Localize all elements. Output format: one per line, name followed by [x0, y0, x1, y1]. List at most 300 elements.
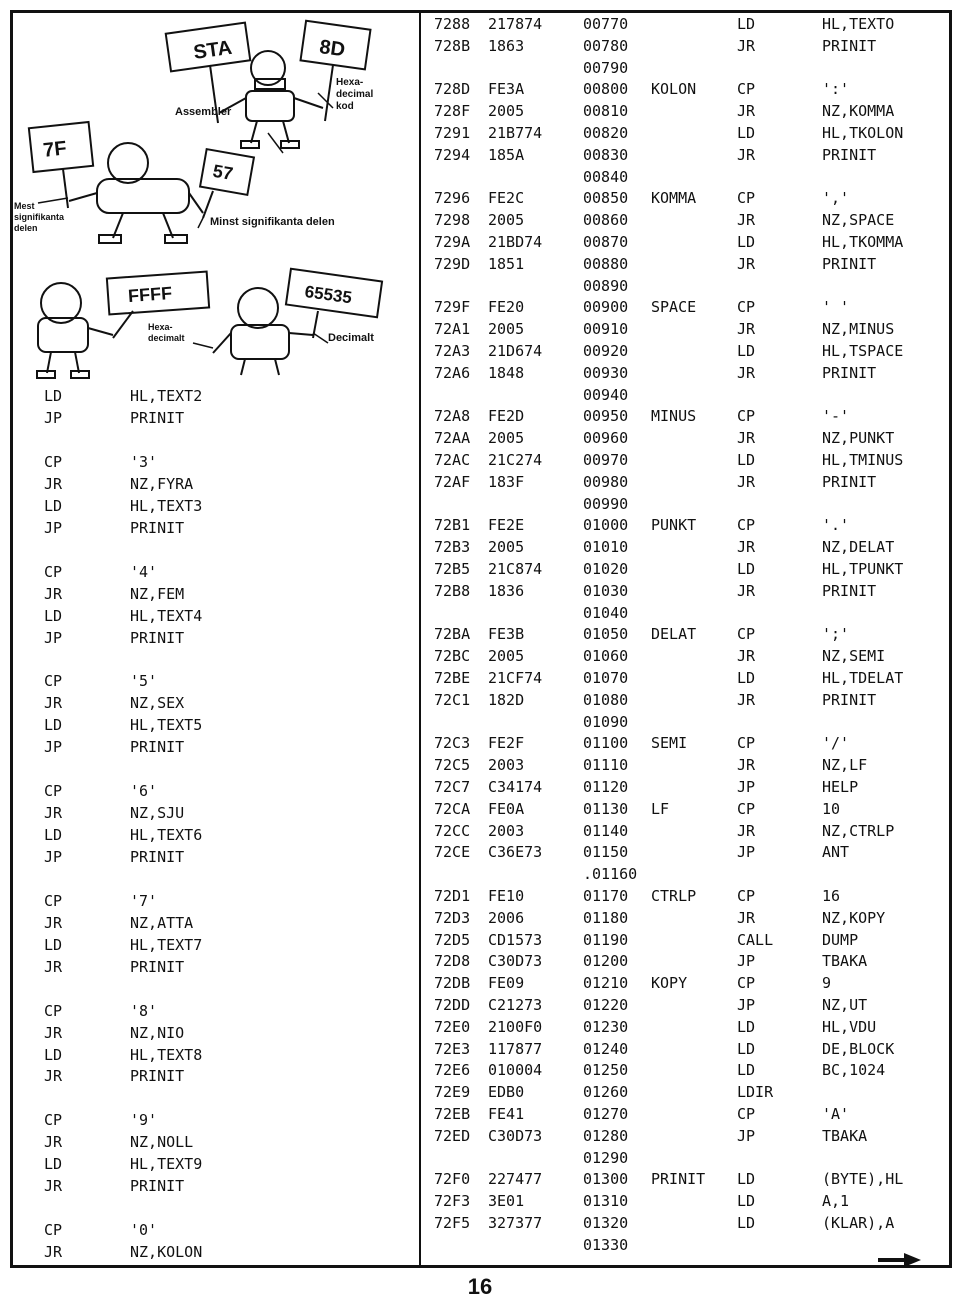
- machine-code: 21D674: [488, 342, 543, 360]
- machine-code: 217874: [488, 15, 543, 33]
- line-number: 00800: [583, 80, 629, 99]
- opcode: CP: [737, 887, 756, 905]
- machine-code: 2005: [488, 429, 525, 448]
- address: 72AC: [434, 451, 471, 469]
- operand: PRINIT: [130, 518, 185, 537]
- operand: PRINIT: [130, 628, 185, 647]
- line-number: 01040: [583, 603, 629, 622]
- address: 72BC: [434, 647, 471, 666]
- line-number: 00790: [583, 58, 629, 77]
- operand: ';': [822, 625, 850, 644]
- opcode: JR: [44, 957, 63, 976]
- sign-65535-text: 65535: [303, 282, 354, 308]
- address: 7288: [434, 15, 471, 33]
- machine-code: FE2D: [488, 407, 525, 426]
- operand: PRINIT: [822, 254, 877, 273]
- operand: '0': [130, 1221, 158, 1240]
- operand: '4': [130, 562, 158, 581]
- machine-code: FE2E: [488, 516, 525, 535]
- line-number: 00770: [583, 15, 629, 33]
- sign-8d-text: 8D: [318, 35, 347, 62]
- opcode: JR: [737, 320, 756, 339]
- machine-code: 2005: [488, 320, 525, 339]
- label: MINUS: [651, 407, 697, 426]
- line-number: 01260: [583, 1083, 629, 1102]
- line-number: 01130: [583, 799, 629, 818]
- opcode: JR: [737, 211, 756, 230]
- machine-code: FE3B: [488, 625, 525, 644]
- opcode: LD: [737, 1061, 756, 1080]
- machine-code: 2100F0: [488, 1017, 543, 1036]
- address: 72BE: [434, 669, 471, 687]
- opcode: LD: [44, 716, 63, 735]
- line-number: 00810: [583, 102, 629, 121]
- label-mest-3: delen: [14, 223, 38, 233]
- address: 72EB: [434, 1105, 471, 1123]
- line-number: 01090: [583, 712, 629, 731]
- machine-code: 1851: [488, 254, 525, 273]
- operand: '.': [822, 516, 850, 535]
- operand: 'A': [822, 1105, 850, 1123]
- opcode: CP: [737, 298, 756, 317]
- machine-code: 2005: [488, 647, 525, 666]
- address: 72A1: [434, 320, 471, 339]
- line-number: 00910: [583, 320, 629, 339]
- line-number: 01320: [583, 1214, 629, 1232]
- line-number: 00890: [583, 276, 629, 295]
- label-hexadecimalt-1: Hexa-: [148, 322, 173, 332]
- line-number: 01290: [583, 1148, 629, 1167]
- line-number: 01270: [583, 1105, 629, 1123]
- opcode: JP: [737, 996, 756, 1014]
- label: SEMI: [651, 734, 688, 753]
- line-number: 01000: [583, 516, 629, 535]
- address: 728D: [434, 80, 471, 99]
- operand: PRINIT: [822, 145, 877, 164]
- operand: '6': [130, 782, 158, 801]
- operand: NZ,PUNKT: [822, 429, 895, 448]
- sign-sta-text: STA: [192, 36, 234, 64]
- opcode: JR: [44, 804, 63, 822]
- operand: HL,TKOMMA: [822, 233, 904, 251]
- label-mest-2: signifikanta: [14, 212, 65, 222]
- line-number: 01050: [583, 625, 629, 644]
- operand: 16: [822, 887, 841, 905]
- operand: TBAKA: [822, 952, 868, 971]
- machine-code: C34174: [488, 778, 543, 796]
- line-number: 01250: [583, 1061, 629, 1080]
- page-number: 16: [467, 1274, 493, 1299]
- label: LF: [651, 799, 670, 818]
- address: 72A3: [434, 342, 471, 360]
- opcode: CP: [44, 782, 63, 801]
- label-assembler: Assembler: [175, 106, 232, 118]
- operand: PRINIT: [822, 690, 877, 709]
- address: 729F: [434, 298, 471, 317]
- machine-code: 21C274: [488, 451, 543, 469]
- address: 72AA: [434, 429, 471, 448]
- address: 72E0: [434, 1017, 471, 1036]
- operand: ',': [822, 189, 850, 208]
- opcode: JP: [44, 408, 63, 427]
- operand: HL,TEXT8: [130, 1045, 203, 1064]
- opcode: LD: [737, 560, 756, 578]
- line-number: 00820: [583, 124, 629, 142]
- robot-body: [246, 91, 294, 121]
- opcode: JR: [737, 254, 756, 273]
- machine-code: 21B774: [488, 124, 543, 142]
- address: 72E3: [434, 1039, 471, 1058]
- machine-code: 185A: [488, 145, 525, 164]
- label: KOLON: [651, 80, 697, 99]
- operand: HELP: [822, 778, 859, 796]
- opcode: LD: [44, 387, 63, 405]
- machine-code: 1836: [488, 581, 525, 600]
- opcode: JR: [44, 913, 63, 932]
- machine-code: EDB0: [488, 1083, 525, 1102]
- robot-head: [108, 143, 148, 183]
- address: 72B8: [434, 581, 471, 600]
- operand: HL,TMINUS: [822, 451, 904, 469]
- line-number: 01110: [583, 756, 629, 775]
- opcode: JR: [44, 1067, 63, 1086]
- operand: NZ,UT: [822, 996, 868, 1014]
- operand: PRINIT: [130, 738, 185, 757]
- operand: NZ,FEM: [130, 584, 185, 603]
- operand: A,1: [822, 1192, 850, 1211]
- opcode: CP: [737, 407, 756, 426]
- operand: PRINIT: [130, 408, 185, 427]
- operand: PRINIT: [822, 363, 877, 382]
- column-divider: [419, 13, 421, 1268]
- label: PRINIT: [651, 1170, 706, 1189]
- operand: PRINIT: [822, 472, 877, 491]
- address: 72C1: [434, 690, 471, 709]
- opcode: JR: [44, 1243, 63, 1261]
- operand: PRINIT: [130, 1177, 185, 1196]
- robot-head: [238, 288, 278, 328]
- machine-code: C30D73: [488, 1126, 543, 1145]
- operand: NZ,ATTA: [130, 913, 194, 932]
- label: SPACE: [651, 298, 697, 317]
- operand: TBAKA: [822, 1126, 868, 1145]
- machine-code: 327377: [488, 1214, 543, 1232]
- line-number: 01010: [583, 538, 629, 557]
- operand: '8': [130, 1001, 158, 1020]
- robot-body: [97, 179, 189, 213]
- machine-code: 117877: [488, 1039, 543, 1058]
- address: 7294: [434, 145, 471, 164]
- opcode: JR: [737, 647, 756, 666]
- machine-code: 010004: [488, 1061, 543, 1080]
- opcode: CP: [44, 891, 63, 910]
- operand: HL,TEXT9: [130, 1155, 203, 1174]
- opcode: CP: [44, 1001, 63, 1020]
- line-number: 00970: [583, 451, 629, 469]
- label-hexadecimal-kod-3: kod: [336, 101, 354, 112]
- operand: HL,TEXT6: [130, 826, 203, 844]
- machine-code: FE20: [488, 298, 525, 317]
- line-number: 00940: [583, 385, 629, 404]
- address: 72C3: [434, 734, 471, 753]
- opcode: LDIR: [737, 1083, 774, 1102]
- line-number: 01220: [583, 996, 629, 1014]
- sign-7f-text: 7F: [42, 137, 68, 162]
- address: 72CE: [434, 843, 471, 862]
- line-number: 00880: [583, 254, 629, 273]
- machine-code: 21BD74: [488, 233, 543, 251]
- line-number: 00930: [583, 363, 629, 382]
- machine-code: 1863: [488, 36, 525, 55]
- address: 72DD: [434, 996, 471, 1014]
- opcode: CP: [44, 1111, 63, 1130]
- address: 72F0: [434, 1170, 471, 1189]
- address: 7298: [434, 211, 471, 230]
- opcode: LD: [44, 1045, 63, 1064]
- opcode: CP: [44, 452, 63, 471]
- address: 728F: [434, 102, 471, 121]
- machine-code: 182D: [488, 690, 525, 709]
- operand: NZ,KOPY: [822, 908, 886, 927]
- operand: '5': [130, 672, 158, 691]
- address: 72CA: [434, 799, 471, 818]
- opcode: JR: [44, 1023, 63, 1042]
- operand: (BYTE),HL: [822, 1170, 904, 1189]
- operand: NZ,DELAT: [822, 538, 895, 557]
- robots-illustration: [13, 13, 417, 383]
- operand: 10: [822, 799, 841, 818]
- opcode: CP: [737, 516, 756, 535]
- opcode: JR: [737, 472, 756, 491]
- line-number: 01140: [583, 821, 629, 840]
- machine-code: FE09: [488, 974, 525, 993]
- operand: '7': [130, 891, 158, 910]
- opcode: JP: [44, 518, 63, 537]
- operand: ANT: [822, 843, 850, 862]
- operand: HL,TEXT3: [130, 496, 203, 515]
- opcode: JR: [44, 1133, 63, 1152]
- operand: HL,TEXT7: [130, 935, 203, 954]
- operand: NZ,KOLON: [130, 1243, 203, 1261]
- label: KOPY: [651, 974, 688, 993]
- machine-code: C36E73: [488, 843, 543, 862]
- opcode: JR: [737, 102, 756, 121]
- opcode: LD: [44, 935, 63, 954]
- address: 72DB: [434, 974, 471, 993]
- address: 72D8: [434, 952, 471, 971]
- machine-code: C30D73: [488, 952, 543, 971]
- line-number: 01200: [583, 952, 629, 971]
- opcode: LD: [737, 233, 756, 251]
- label-hexadecimalt-2: decimalt: [148, 333, 185, 343]
- opcode: JP: [737, 843, 756, 862]
- opcode: LD: [737, 1192, 756, 1211]
- line-number: 00870: [583, 233, 629, 251]
- operand: NZ,SJU: [130, 804, 185, 822]
- opcode: LD: [737, 669, 756, 687]
- arrow-right-icon: [878, 1252, 922, 1268]
- address: 72AF: [434, 472, 471, 491]
- operand: NZ,NIO: [130, 1023, 185, 1042]
- address: 72CC: [434, 821, 471, 840]
- operand: HL,TEXT4: [130, 606, 203, 625]
- line-number: 00850: [583, 189, 629, 208]
- line-number: 00860: [583, 211, 629, 230]
- line-number: 00780: [583, 36, 629, 55]
- line-number: 00920: [583, 342, 629, 360]
- line-number: 01170: [583, 887, 629, 905]
- address: 728B: [434, 36, 471, 55]
- operand: NZ,SEX: [130, 694, 185, 713]
- address: 72D3: [434, 908, 471, 927]
- operand: PRINIT: [822, 581, 877, 600]
- machine-code: FE10: [488, 887, 525, 905]
- opcode: JP: [44, 738, 63, 757]
- line-number: 00990: [583, 494, 629, 513]
- machine-code: 2005: [488, 211, 525, 230]
- opcode: JR: [737, 690, 756, 709]
- opcode: JR: [737, 145, 756, 164]
- opcode: CP: [737, 799, 756, 818]
- opcode: JP: [737, 952, 756, 971]
- address: 72B1: [434, 516, 471, 535]
- machine-code: CD1573: [488, 930, 543, 949]
- line-number: 01080: [583, 690, 629, 709]
- opcode: LD: [737, 342, 756, 360]
- line-number: 01180: [583, 908, 629, 927]
- address: 72A6: [434, 363, 471, 382]
- machine-code: 2005: [488, 538, 525, 557]
- operand: '9': [130, 1111, 158, 1130]
- line-number: 00900: [583, 298, 629, 317]
- line-number: 01230: [583, 1017, 629, 1036]
- line-number: 01240: [583, 1039, 629, 1058]
- operand: ' ': [822, 298, 850, 317]
- address: 72B3: [434, 538, 471, 557]
- opcode: LD: [44, 496, 63, 515]
- machine-code: FE2C: [488, 189, 525, 208]
- robot-body: [231, 325, 289, 359]
- operand: PRINIT: [130, 1067, 185, 1086]
- address: 729A: [434, 233, 471, 251]
- operand: '3': [130, 452, 158, 471]
- operand: ':': [822, 80, 850, 99]
- operand: HL,TEXT2: [130, 387, 203, 405]
- machine-code: 2003: [488, 821, 525, 840]
- opcode: LD: [737, 1017, 756, 1036]
- opcode: LD: [44, 826, 63, 844]
- opcode: LD: [44, 1155, 63, 1174]
- operand: PRINIT: [130, 957, 185, 976]
- label-decimalt: Decimalt: [328, 332, 374, 344]
- sign-57-text: 57: [211, 160, 235, 184]
- label-hexadecimal-kod-1: Hexa-: [336, 77, 364, 88]
- operand: HL,TEXTO: [822, 15, 895, 33]
- label: CTRLP: [651, 887, 697, 905]
- opcode: CP: [737, 1105, 756, 1123]
- line-number: 01020: [583, 560, 629, 578]
- line-number: 01030: [583, 581, 629, 600]
- line-number: 00980: [583, 472, 629, 491]
- operand: NZ,FYRA: [130, 474, 194, 493]
- address: 72BA: [434, 625, 471, 644]
- line-number: 01100: [583, 734, 629, 753]
- operand: HL,TDELAT: [822, 669, 904, 687]
- opcode: JR: [737, 36, 756, 55]
- opcode: JR: [737, 538, 756, 557]
- line-number: 01330: [583, 1235, 629, 1254]
- line-number: 01300: [583, 1170, 629, 1189]
- opcode: JR: [737, 821, 756, 840]
- opcode: LD: [737, 451, 756, 469]
- line-number: 01210: [583, 974, 629, 993]
- label: DELAT: [651, 625, 697, 644]
- address: 72B5: [434, 560, 471, 578]
- operand: NZ,LF: [822, 756, 868, 775]
- opcode: JR: [737, 756, 756, 775]
- opcode: JR: [737, 363, 756, 382]
- opcode: JP: [44, 628, 63, 647]
- line-number: 01120: [583, 778, 629, 796]
- operand: NZ,CTRLP: [822, 821, 895, 840]
- opcode: CP: [737, 974, 756, 993]
- opcode: JR: [44, 584, 63, 603]
- machine-code: FE0A: [488, 799, 525, 818]
- machine-code: 3E01: [488, 1192, 525, 1211]
- line-number: 00840: [583, 167, 629, 186]
- address: 72F3: [434, 1192, 471, 1211]
- opcode: LD: [737, 15, 756, 33]
- machine-code: C21273: [488, 996, 543, 1014]
- opcode: JR: [737, 908, 756, 927]
- operand: NZ,SEMI: [822, 647, 886, 666]
- opcode: CP: [737, 625, 756, 644]
- operand: PRINIT: [130, 848, 185, 866]
- machine-code: 2003: [488, 756, 525, 775]
- line-number: .01160: [583, 865, 638, 884]
- opcode: LD: [737, 1214, 756, 1232]
- label-minst: Minst signifikanta delen: [210, 216, 335, 228]
- label-hexadecimal-kod-2: decimal: [336, 89, 374, 100]
- opcode: JP: [737, 1126, 756, 1145]
- operand: DUMP: [822, 930, 859, 949]
- operand: HL,TPUNKT: [822, 560, 904, 578]
- machine-code: FE2F: [488, 734, 525, 753]
- address: 72ED: [434, 1126, 471, 1145]
- operand: NZ,KOMMA: [822, 102, 895, 121]
- operand: NZ,NOLL: [130, 1133, 194, 1152]
- operand: NZ,SPACE: [822, 211, 895, 230]
- opcode: JR: [737, 429, 756, 448]
- address: 72E6: [434, 1061, 471, 1080]
- address: 7291: [434, 124, 471, 142]
- operand: HL,VDU: [822, 1017, 877, 1036]
- opcode: LD: [44, 606, 63, 625]
- opcode: CP: [44, 672, 63, 691]
- machine-code: FE41: [488, 1105, 525, 1123]
- line-number: 01070: [583, 669, 629, 687]
- machine-code: 2006: [488, 908, 525, 927]
- opcode: LD: [737, 1039, 756, 1058]
- machine-code: 1848: [488, 363, 525, 382]
- line-number: 00830: [583, 145, 629, 164]
- opcode: LD: [737, 1170, 756, 1189]
- machine-code: 227477: [488, 1170, 543, 1189]
- address: 7296: [434, 189, 471, 208]
- opcode: JR: [737, 581, 756, 600]
- address: 729D: [434, 254, 471, 273]
- label: KOMMA: [651, 189, 697, 208]
